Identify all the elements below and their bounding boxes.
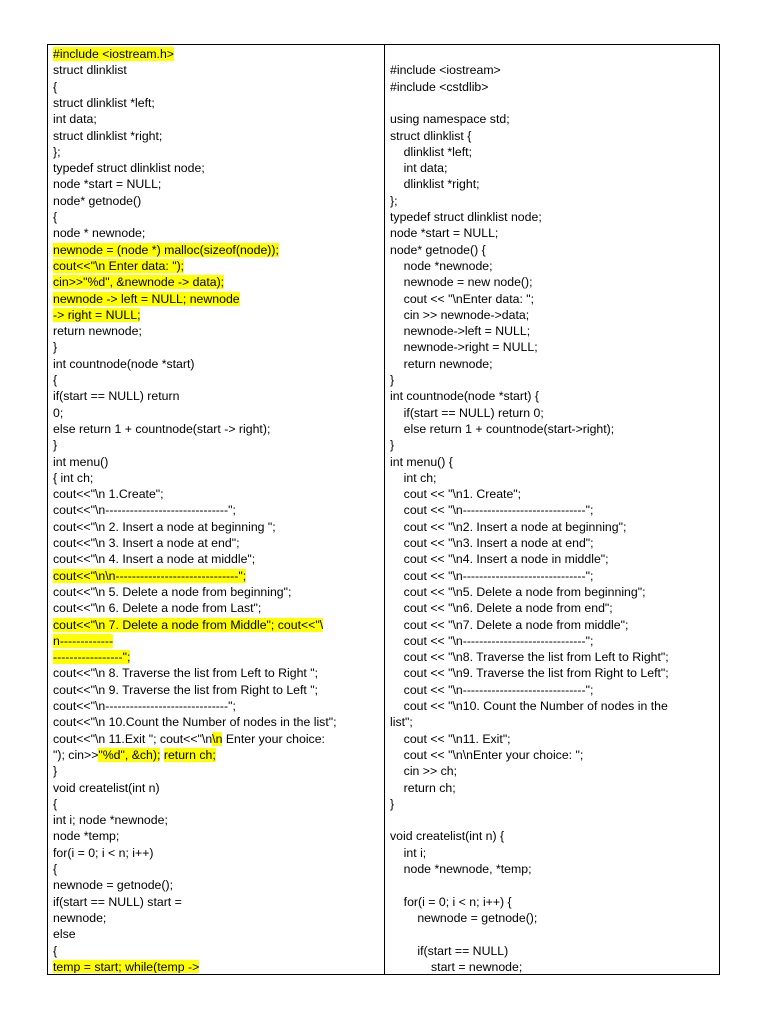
code-segment: cout << "\n11. Exit"; (390, 731, 511, 746)
code-segment: return newnode; (53, 324, 142, 339)
highlighted-code-segment: newnode = (node *) malloc(sizeof(node)); (53, 242, 279, 257)
code-line (390, 763, 457, 779)
code-segment: newnode->right = NULL; (390, 340, 538, 355)
code-line (390, 144, 472, 160)
code-line (53, 307, 140, 323)
highlighted-code-segment: return ch; (163, 747, 216, 762)
code-line (390, 193, 398, 209)
code-line (53, 242, 279, 258)
code-line (53, 584, 291, 600)
code-line (53, 747, 216, 763)
code-segment: node *temp; (53, 829, 120, 844)
code-line (390, 111, 510, 127)
code-segment: list"; (390, 715, 413, 730)
code-line (53, 323, 142, 339)
code-segment: cout << "\n4. Insert a node in middle"; (390, 552, 609, 567)
highlighted-code-segment: -> right = NULL; (53, 307, 141, 322)
code-line (53, 649, 130, 665)
code-line (390, 665, 669, 681)
code-segment: #include <cstdlib> (390, 79, 489, 94)
code-segment: else (53, 927, 76, 942)
code-segment: #include <iostream> (390, 63, 501, 78)
code-segment: typedef struct dlinklist node; (390, 210, 542, 224)
code-line (390, 551, 609, 567)
code-segment: cout << "\nEnter data: "; (390, 291, 535, 306)
code-segment: if(start == NULL) return 0; (390, 405, 544, 420)
code-segment: int menu() { (390, 454, 453, 469)
code-segment: node *start = NULL; (53, 177, 162, 192)
code-line (53, 46, 174, 62)
code-segment: dlinklist *left; (390, 144, 473, 159)
code-line (53, 535, 239, 551)
code-segment: { (53, 862, 58, 876)
code-segment: { (53, 79, 58, 94)
code-segment: } (53, 764, 58, 779)
highlighted-code-segment: "%d", &ch); (98, 747, 161, 762)
code-segment: 0; (53, 405, 64, 420)
code-segment: cout<<"\n 5. Delete a node from beginning"; (53, 584, 292, 599)
code-line (53, 796, 57, 812)
code-segment: cout<<"\n 2. Insert a node at beginning "; (53, 519, 276, 534)
code-segment: cout<<"\n 4. Insert a node at middle"; (53, 552, 256, 567)
code-line (390, 714, 413, 730)
code-line (390, 845, 426, 861)
code-segment: node* getnode() (53, 193, 142, 208)
code-line (390, 600, 613, 616)
code-segment: struct dlinklist { (390, 128, 472, 143)
code-line (390, 910, 537, 926)
code-line (390, 568, 593, 584)
code-line (53, 682, 318, 698)
code-line (53, 551, 255, 567)
code-segment: cout << "\n6. Delete a node from end"; (390, 601, 613, 616)
code-line (390, 731, 511, 747)
code-line (53, 633, 113, 649)
code-line (390, 747, 583, 763)
code-segment: int data; (390, 161, 448, 176)
code-segment: cout << "\n10. Count the Number of nodes in the (390, 699, 668, 713)
code-segment: cout << "\n------------------------------"; (390, 568, 594, 583)
code-segment: } (53, 438, 58, 453)
code-line (53, 421, 270, 437)
code-segment: for(i = 0; i < n; i++) (53, 845, 154, 860)
code-segment: for(i = 0; i < n; i++) { (390, 894, 512, 909)
code-segment: newnode = getnode(); (53, 878, 173, 893)
code-line (390, 486, 521, 502)
code-segment: }; (53, 144, 61, 159)
code-segment: struct dlinklist (53, 63, 127, 78)
code-line (53, 95, 155, 111)
code-segment: if(start == NULL) return (53, 389, 180, 404)
code-segment: cout << "\n3. Insert a node at end"; (390, 536, 594, 550)
code-segment: if(start == NULL) start = (53, 894, 182, 909)
code-line (53, 79, 57, 95)
code-segment: } (390, 373, 395, 387)
highlighted-code-segment: newnode -> left = NULL; newnode (53, 291, 240, 306)
code-line (53, 714, 337, 730)
code-line (53, 845, 153, 861)
code-line (53, 388, 179, 404)
code-line (53, 274, 224, 290)
column-divider (384, 44, 385, 975)
code-line (390, 160, 447, 176)
code-segment: }; (390, 193, 398, 208)
highlighted-code-segment: #include <iostream.h> (53, 47, 174, 61)
code-line (53, 176, 161, 192)
highlighted-code-segment: cout<<"\n Enter data: "); (53, 258, 185, 273)
code-line (53, 470, 93, 486)
code-line (53, 502, 236, 518)
code-line (53, 731, 325, 747)
code-segment: { (53, 210, 58, 224)
code-line (390, 796, 394, 812)
converted-code-column (390, 44, 716, 973)
code-segment: } (53, 340, 58, 355)
code-line (390, 176, 480, 192)
code-segment: struct dlinklist *left; (53, 95, 155, 110)
code-segment: { (53, 373, 58, 387)
original-code-column (53, 44, 381, 973)
code-line (53, 698, 236, 714)
code-segment: } (390, 438, 395, 453)
code-segment: node *start = NULL; (390, 226, 499, 241)
code-line (390, 633, 593, 649)
code-line (53, 291, 240, 307)
code-segment: cout << "\n------------------------------"; (390, 682, 594, 697)
code-segment: cout << "\n9. Traverse the list from Right to Left"; (390, 666, 669, 681)
code-segment: int data; (53, 112, 97, 127)
code-segment: typedef struct dlinklist node; (53, 161, 205, 176)
code-line (390, 225, 498, 241)
code-line (53, 780, 160, 796)
code-line (390, 323, 530, 339)
code-line (390, 128, 471, 144)
highlighted-code-segment: \n (212, 731, 223, 746)
code-segment: node *newnode; (390, 258, 493, 273)
code-line (390, 780, 456, 796)
code-line (390, 421, 614, 437)
code-segment: newnode = getnode(); (390, 910, 538, 925)
code-line (390, 258, 493, 274)
code-segment: cout<<"\n------------------------------"; (53, 699, 236, 713)
code-line (53, 372, 57, 388)
code-line (53, 763, 57, 779)
code-segment: cout<<"\n 1.Create"; (53, 487, 164, 502)
code-line (53, 111, 97, 127)
code-line (390, 959, 522, 973)
code-line (53, 437, 57, 453)
code-segment: dlinklist *right; (390, 177, 480, 192)
code-segment: if(start == NULL) (390, 943, 509, 958)
code-segment: newnode->left = NULL; (390, 324, 531, 339)
code-line (390, 356, 493, 372)
code-line (53, 943, 57, 959)
code-segment: else return 1 + countnode(start->right); (390, 421, 615, 436)
code-segment: { (53, 796, 58, 811)
code-segment: int ch; (390, 470, 437, 485)
code-segment: cout<<"\n 11.Exit "; cout<<"\n (53, 731, 213, 746)
code-line (390, 502, 593, 518)
code-line (53, 144, 61, 160)
code-line (390, 242, 486, 258)
code-line (390, 405, 544, 421)
code-line (53, 828, 119, 844)
highlighted-code-segment: -----------------"; (53, 650, 131, 665)
code-segment: Enter your choice: (222, 731, 325, 746)
code-segment: cin >> newnode->data; (390, 307, 530, 322)
code-line (53, 339, 57, 355)
code-segment: "); cin>> (53, 747, 99, 762)
code-line (390, 649, 669, 665)
code-line (390, 861, 532, 877)
code-line (390, 274, 533, 290)
code-line (390, 339, 538, 355)
highlighted-code-segment: cin>>"%d", &newnode -> data); (53, 275, 225, 290)
code-line (53, 160, 205, 176)
code-line (390, 437, 394, 453)
code-segment: void createlist(int n) (53, 780, 160, 795)
code-line (53, 877, 173, 893)
code-line (53, 209, 57, 225)
code-line (53, 225, 145, 241)
code-line (390, 454, 453, 470)
code-line (53, 568, 246, 584)
code-segment: int countnode(node *start) { (390, 389, 540, 404)
highlighted-code-segment: cout<<"\n 7. Delete a node from Middle"; cout<<"\ (53, 617, 324, 632)
code-segment: struct dlinklist *right; (53, 128, 163, 143)
code-line (53, 861, 57, 877)
code-line (53, 894, 182, 910)
code-segment: int countnode(node *start) (53, 356, 195, 371)
code-line (53, 193, 141, 209)
code-line (53, 926, 76, 942)
code-segment: cout<<"\n 3. Insert a node at end"; (53, 536, 240, 550)
code-line (390, 62, 501, 78)
code-segment: void createlist(int n) { (390, 829, 505, 844)
code-segment: cout << "\n\nEnter your choice: "; (390, 747, 584, 762)
code-line (53, 128, 162, 144)
code-segment: cout<<"\n 10.Count the Number of nodes in the list"; (53, 715, 337, 730)
code-line (53, 519, 276, 535)
code-line (53, 910, 106, 926)
code-segment: cout<<"\n 9. Traverse the list from Right to Left "; (53, 682, 319, 697)
code-segment: cout << "\n1. Create"; (390, 487, 522, 502)
code-segment: int i; node *newnode; (53, 813, 168, 828)
code-line (53, 454, 108, 470)
highlighted-code-segment: temp = start; while(temp -> (53, 959, 200, 973)
code-segment: else return 1 + countnode(start -> right); (53, 421, 271, 436)
code-line (53, 356, 195, 372)
code-line (390, 894, 512, 910)
code-line (53, 486, 164, 502)
code-line (390, 535, 594, 551)
code-segment: cout << "\n7. Delete a node from middle"; (390, 617, 629, 632)
code-line (390, 372, 394, 388)
code-segment: int menu() (53, 454, 109, 469)
code-segment: using namespace std; (390, 112, 510, 127)
code-segment: node * newnode; (53, 226, 146, 241)
code-line (53, 812, 168, 828)
code-line (390, 698, 668, 714)
code-segment: cout<<"\n 8. Traverse the list from Left to Right "; (53, 666, 319, 681)
code-line (53, 617, 323, 633)
code-segment: cin >> ch; (390, 764, 457, 779)
code-line (390, 828, 504, 844)
code-segment: cout << "\n------------------------------"; (390, 503, 594, 518)
code-segment: cout<<"\n 6. Delete a node from Last"; (53, 601, 262, 616)
code-segment: { int ch; (53, 470, 94, 485)
code-segment: return newnode; (390, 356, 493, 371)
code-segment: node *newnode, *temp; (390, 862, 532, 876)
code-segment: return ch; (390, 780, 456, 795)
code-segment: start = newnode; (390, 959, 523, 973)
highlighted-code-segment: cout<<"\n\n------------------------------"; (53, 568, 247, 583)
code-segment: int i; (390, 845, 427, 860)
code-line (53, 959, 199, 973)
code-line (53, 62, 127, 78)
code-line (390, 307, 529, 323)
code-segment: cout << "\n------------------------------"; (390, 633, 594, 648)
highlighted-code-segment: n------------- (53, 633, 114, 648)
code-segment: } (390, 796, 395, 811)
code-line (53, 665, 318, 681)
code-segment: cout << "\n8. Traverse the list from Left to Right"; (390, 650, 669, 665)
code-line (390, 470, 436, 486)
code-line (390, 388, 539, 404)
code-segment: newnode = new node(); (390, 275, 533, 290)
code-line (390, 584, 646, 600)
code-segment: node* getnode() { (390, 242, 486, 257)
code-segment: cout<<"\n------------------------------"; (53, 503, 236, 518)
code-line (390, 682, 593, 698)
code-segment: { (53, 943, 58, 958)
code-line (53, 258, 184, 274)
code-line (390, 519, 626, 535)
code-line (390, 617, 628, 633)
code-segment: cout << "\n2. Insert a node at beginning"; (390, 519, 627, 534)
code-line (390, 79, 488, 95)
code-segment: newnode; (53, 910, 107, 925)
code-segment: cout << "\n5. Delete a node from beginning"; (390, 584, 646, 599)
code-line (390, 943, 508, 959)
code-line (390, 209, 542, 225)
code-line (390, 291, 534, 307)
code-line (53, 600, 261, 616)
code-line (53, 405, 63, 421)
